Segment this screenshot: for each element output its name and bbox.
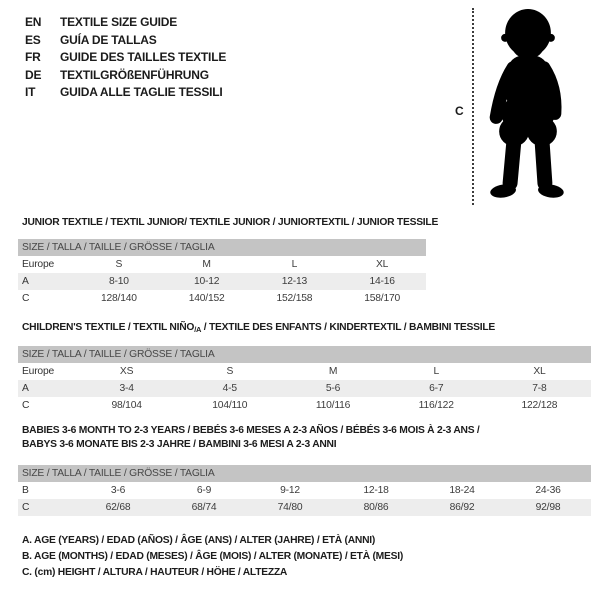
height-cell: 104/110 [212, 400, 248, 411]
table-row-height-cm [18, 290, 426, 307]
guide-title-it: GUIDA ALLE TAGLIE TESSILI [60, 85, 223, 99]
age-cell: 3-4 [119, 383, 134, 394]
babies-section-title-line2: BABYS 3-6 MONATE BIS 2-3 JAHRE / BAMBINI 3-6 MESI A 2-3 ANNI [22, 439, 337, 450]
footnote-c: C. (cm) HEIGHT / ALTURA / HAUTEUR / HÖHE / ALTEZZA [22, 567, 288, 578]
age-cell: 12-18 [363, 485, 389, 496]
guide-title-fr: GUIDE DES TAILLES TEXTILE [60, 50, 227, 64]
junior-section-title: JUNIOR TEXTILE / TEXTIL JUNIOR/ TEXTILE JUNIOR / JUNIORTEXTIL / JUNIOR TESSILE [22, 217, 439, 228]
table-row-height-cm [18, 397, 591, 414]
age-cell: 6-7 [429, 383, 444, 394]
table-row-age-years [18, 380, 591, 397]
table-row-age-years [18, 273, 426, 290]
table-row-height-cm [18, 499, 591, 516]
table-row-europe [18, 363, 591, 380]
height-cell: 122/128 [521, 400, 558, 411]
size-cell: L [433, 366, 439, 377]
language-row-it [25, 83, 226, 101]
height-cell: 110/116 [315, 400, 351, 411]
babies-section-title-line1: BABIES 3-6 MONTH TO 2-3 YEARS / BEBÉS 3-6 MESES A 2-3 AÑOS / BÉBÉS 3-6 MOIS À 2-3 ANS / [22, 425, 480, 436]
age-cell: 12-13 [281, 276, 308, 287]
table-row-age-months [18, 482, 591, 499]
size-cell: L [291, 259, 298, 270]
language-row-es [25, 31, 226, 49]
language-title-list [25, 13, 226, 101]
children-title-prefix: CHILDREN'S TEXTILE / TEXTIL NIÑO [22, 322, 195, 333]
size-header-bar: SIZE / TALLA / TAILLE / GRÖSSE / TAGLIA [18, 239, 426, 256]
size-cell: XL [533, 366, 546, 377]
row-label: C [22, 293, 30, 304]
height-cell: 68/74 [191, 502, 217, 513]
row-label: Europe [22, 366, 55, 377]
language-code: IT [25, 85, 36, 99]
language-row-de [25, 66, 226, 84]
height-cell: 158/170 [364, 293, 401, 304]
size-header-bar: SIZE / TALLA / TAILLE / GRÖSSE / TAGLIA [18, 346, 591, 363]
age-cell: 6-9 [196, 485, 212, 496]
footnote-b: B. AGE (MONTHS) / EDAD (MESES) / ÂGE (MOIS) / ALTER (MONATE) / ETÀ (MESI) [22, 551, 404, 562]
children-size-table [18, 346, 591, 414]
row-label: A [22, 276, 29, 287]
age-cell: 8-10 [108, 276, 129, 287]
age-cell: 9-12 [280, 485, 300, 496]
language-code: ES [25, 32, 41, 47]
age-cell: 24-36 [535, 485, 561, 496]
size-cell: S [115, 259, 123, 270]
legend-footnotes [22, 533, 403, 581]
height-cell: 128/140 [100, 293, 137, 304]
height-cell: 74/80 [277, 502, 303, 513]
size-header-bar: SIZE / TALLA / TAILLE / GRÖSSE / TAGLIA [18, 465, 591, 482]
height-cell: 116/122 [418, 400, 454, 411]
height-cell: 80/86 [363, 502, 389, 513]
age-cell: 4-5 [222, 383, 237, 394]
height-cell: 140/152 [188, 293, 225, 304]
language-row-fr [25, 48, 226, 66]
age-cell: 3-6 [110, 485, 126, 496]
size-cell: XS [119, 366, 134, 377]
height-measure-dotted-line [472, 8, 474, 205]
footnote-a: A. AGE (YEARS) / EDAD (AÑOS) / ÂGE (ANS) / ALTER (JAHRE) / ETÀ (ANNI) [22, 535, 376, 546]
age-cell: 10-12 [193, 276, 220, 287]
table-row-europe [18, 256, 426, 273]
language-code: EN [25, 15, 42, 29]
language-row-en [25, 13, 226, 31]
children-section-title [22, 321, 495, 336]
row-label: C [22, 400, 30, 411]
babies-size-table [18, 465, 591, 516]
row-label: B [22, 485, 29, 496]
row-label: Europe [22, 259, 55, 270]
size-cell: XL [376, 259, 389, 270]
height-cell: 98/104 [111, 400, 142, 411]
language-code: FR [25, 50, 41, 64]
guide-title-de: TEXTILGRÖßENFÜHRUNG [60, 67, 209, 82]
size-cell: M [328, 366, 338, 377]
row-label: A [22, 383, 29, 394]
height-cell: 86/92 [449, 502, 475, 513]
height-cell: 92/98 [535, 502, 561, 513]
size-cell: S [226, 366, 234, 377]
age-cell: 7-8 [532, 383, 547, 394]
size-cell: M [202, 259, 211, 270]
height-cell: 62/68 [105, 502, 131, 513]
row-label: C [22, 502, 30, 513]
language-code: DE [25, 67, 42, 82]
junior-size-table [18, 239, 426, 307]
children-title-suffix: / TEXTILE DES ENFANTS / KINDERTEXTIL / BAMBINI TESSILE [201, 322, 496, 333]
children-title-subscript: /A [194, 325, 202, 334]
toddler-silhouette-icon [483, 8, 571, 205]
height-cell: 152/158 [276, 293, 313, 304]
age-cell: 5-6 [325, 383, 341, 394]
guide-title-en: TEXTILE SIZE GUIDE [60, 15, 178, 29]
age-cell: 18-24 [449, 485, 475, 496]
age-cell: 14-16 [369, 276, 395, 287]
guide-title-es: GUÍA DE TALLAS [60, 32, 157, 47]
height-measure-label: C [455, 104, 464, 118]
